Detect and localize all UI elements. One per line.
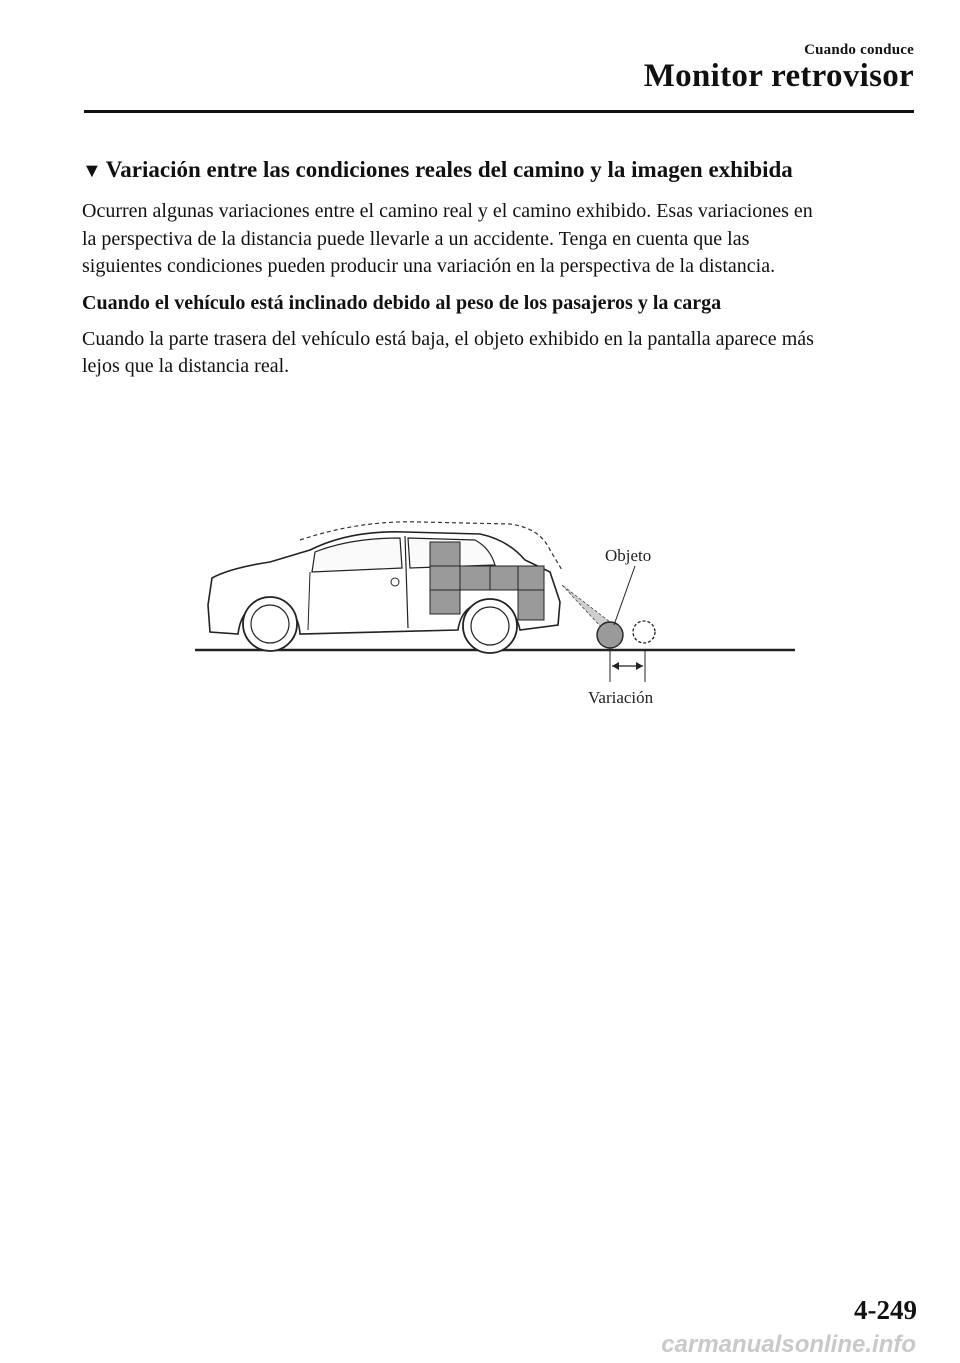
header-divider [84,110,914,113]
cargo-box [430,590,460,614]
section-heading-text: Variación entre las condiciones reales del camino y la imagen exhibida [105,157,793,182]
object-leader-line [614,566,635,625]
dimension-arrow [636,662,643,670]
paragraph-condition [82,326,917,381]
cargo-box [460,566,490,590]
paragraph-line: siguientes condiciones pueden producir una variación en la perspectiva de la distancia. [82,255,776,277]
cargo-box [430,566,460,590]
paragraph-line: Cuando la parte trasera del vehículo está baja, el objeto exhibido en la pantalla aparece más [82,327,814,350]
watermark: carmanualsonline.info [661,1331,916,1358]
section-heading [82,155,917,186]
cargo-box [518,566,544,590]
page-number: 4-249 [854,1295,917,1325]
dimension-arrow [612,662,619,670]
cargo-box [518,590,544,620]
subheading: Cuando el vehículo está inclinado debido al peso de los pasajeros y la carga [82,291,722,314]
cargo-box [430,542,460,566]
object-displayed [633,621,655,643]
car-illustration-svg [190,510,800,730]
object-actual [597,622,623,648]
paragraph-line: Ocurren algunas variaciones entre el camino real y el camino exhibido. Esas variaciones en [82,200,813,222]
camera-view-cone [562,585,610,628]
triangle-marker-icon: ▼ [82,160,102,182]
paragraph-intro [82,198,917,281]
page-title: Monitor retrovisor [643,58,914,94]
car-tilt-illustration [190,510,800,730]
paragraph-line: lejos que la distancia real. [82,355,290,377]
variation-label: Variación [588,688,654,707]
cargo-box [490,566,518,590]
main-content [82,155,917,390]
section-title: Cuando conduce [804,42,914,58]
paragraph-line: la perspectiva de la distancia puede llevarle a un accidente. Tenga en cuenta que las [82,227,750,250]
object-label: Objeto [605,546,652,565]
